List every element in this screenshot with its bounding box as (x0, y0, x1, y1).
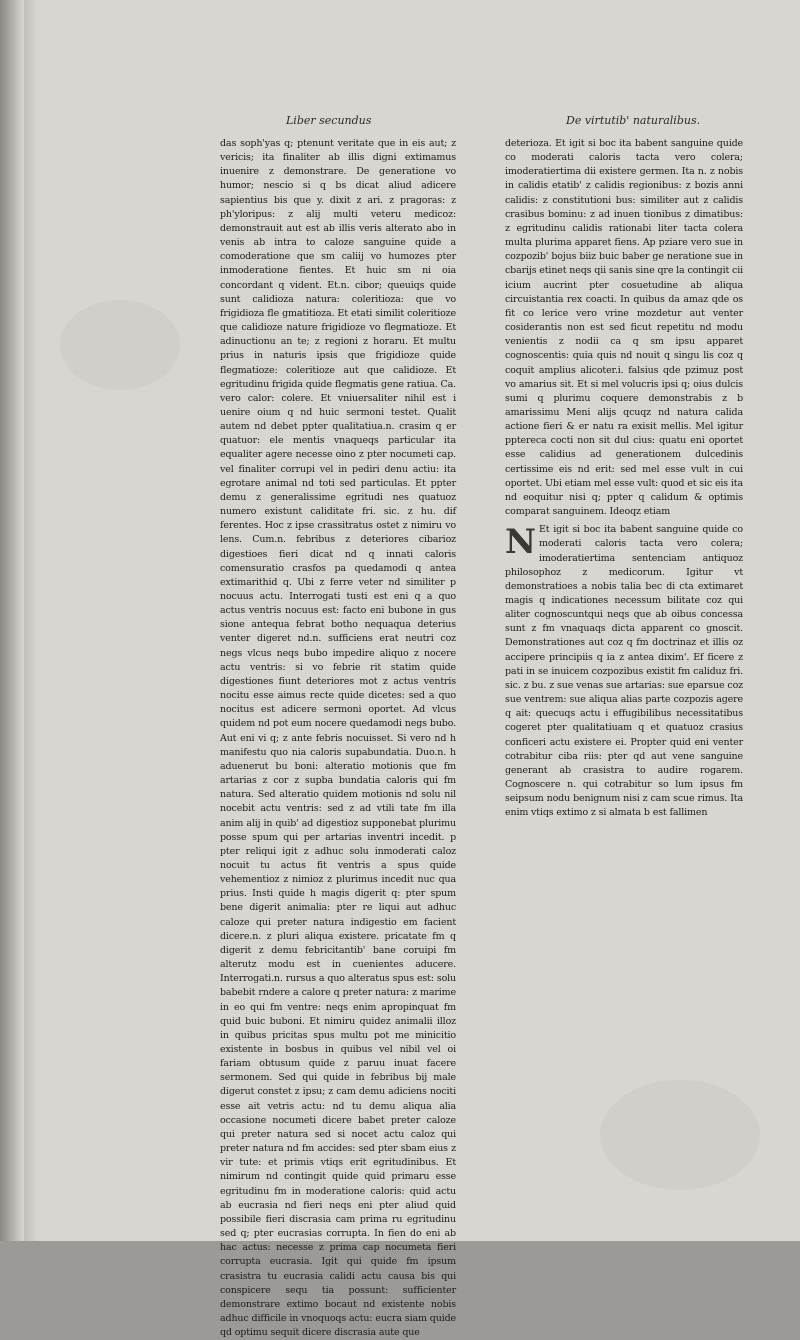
decorated-initial: N (505, 522, 537, 563)
page-gutter (0, 0, 24, 1241)
running-head-left: Liber secundus (286, 114, 372, 127)
paragraph: das soph'yas q; ptenunt veritate que in eis aut; z vericis; ita finaliter ab illis digni extimamus inuenire z demonstrare. De generatione vo humor; nescio si q bs dicat aliud adicere sapientius bis que y. dixit z ari. z pragoras: z ph'yloripus: z alij multi veteru medicoz: demonstrauit aut est ab illis veris alterato abo in venis ab intra to caloze sanguine quide a comoderatione que sm caliij vo humozes pter inmoderatione fientes. Et huic sm ni oia concordant q vident. Et.n. cibor; queuiqs quide sunt calidioza natura: coleritioza: que vo frigidioza fle gmatitioza. Et etati similit coleritioze que calidioze nature frigidioze vo flegmatioze. Et adinuctionu an te; z regioni z horaru. Et multu prius in naturis ipsis que frigidioze quide flegmatioze: coleritioze aut que calidioze. Et egritudinu frigida quide flegmatis gene ratiua. Ca. vero calor: colere. Et vniuersaliter nihil est i uenire oium q nd huic sermoni testet. Qualit autem nd debet ppter qualitatiua.n. crasim q er quatuor: ele mentis vnaqueqs particular ita equaliter agere necesse oino z pter nocumeti cap. vel finaliter corrupi vel in pediri denu actiu: ita egrotare animal nd toti sed particulas. Et ppter demu z generalissime egritudi nes quatuoz numero existunt caliditate fri. sic. z hu. dif ferentes. Hoc z ipse crassitratus ostet z nimiru vo lens. Cum.n. febribus z deteriores cibarioz digestioes fieri dicat nd q innati caloris comensuratio crasfos pa quedamodi q antea extimarithid q. Ubi z ferre veter nd similiter p nocuus actu. Interrogati tusti est eni q a quo actus ventris nocuus est: facto eni bubone in gus sione antequa febrat botho nequaqua deterius venter digeret nd.n. sufficiens erat neutri coz negs vlcus neqs bubo impedire aliquo z nocere actu ventris: si vo febrie rit statim quide digestiones fiunt deteriores mot z actus ventris nocitu esse aimus recte quide dicetes: sed a quo nocitus est adicere sermoni oportet. Ad vlcus quidem nd pot eum nocere quedamodi negs bubo. Aut eni vi q; z ante febris nocuisset. Si vero nd h manifestu quo nia caloris supabundatia. Duo.n. h aduenerut bu boni: alteratio motionis que fm artarias z cor z supba bundatia caloris qui fm natura. Sed alteratio quidem motionis nd solu nil nocebit actu ventris: sed z ad vtili tate fm illa anim alij in quib' ad digestioz supponebat plurimu posse spum qui per artarias inventri incedit. p pter reliqui igit z adhuc solu inmoderati caloz nocuit tu actus fit ventris a spus quide vehementioz z nimioz z plurimus incedit nuc qua prius. Insti quide h magis digerit q: pter spum bene digerit animalia: pter re liqui aut adhuc caloze qui preter natura indigestio em facient dicere.n. z pluri aliqua existere. pricatate fm q digerit z demu febricitantib' bane coruipi fm alterutz modu est in cuenientes aducere. Interrogati.n. rursus a quo alteratus spus est: solu babebit rndere a calore q preter natura: z marime in eo qui fm ventre: neqs enim apropinquat fm quid buic buboni. Et nimiru quidez animalii illoz in quibus pricitas spus multu pot me minicitio existente in bosbus in quibus vel nibil vel oi fariam obtusum quide z paruu inuat facere sermonem. Sed qui quide in febribus bij male digerut constet z ipsu; z cam demu adiciens nociti esse ait vetris actu: nd tu demu aliqua alia occasione nocumeti dicere babet preter caloze qui preter natura sed si nocet actu caloz qui preter natura nd fm accides: sed pter sbam eius z vir tute: et primis vtiqs erit egritudinibus. Et nimirum nd contingit quide quid primaru esse egritudinu fm in moderatione caloris: quid actu ab eucrasia nd fieri neqs eni pter aliud quid possibile fieri discrasia cam prima ru egritudinu sed q; pter eucrasias corrupta. In fien do eni ab hac actus: necesse z prima cap nocumeta fieri corrupta eucrasia. Igit qui quide fm ipsum crasistra tu eucrasia calidi actu causa bis qui conspicere sequ tia possunt: sufficienter demonstrare extimo bocaut nd existente nobis adhuc difficile in vnoquoqs actu: eucra siam quide qd optimu sequit dicere discrasia aute que (220, 138, 456, 1339)
spine-shadow (24, 0, 38, 1241)
paper-stain (600, 1080, 760, 1190)
text-column-left (220, 137, 456, 1339)
paragraph: Et igit si boc ita babent sanguine quide co moderati caloris tacta vero colera; imoderatiertima sentenciam antiquoz philosophoz z medicorum. Igitur vt demonstratioes a nobis talia bec di cta extimaret magis q indicationes necessum bilitate coz qui aliter cognoscuntqui neqs que ab oibus concessa sunt z fm vnaquaqs dicta apparent co gnoscit. Demonstrationes aut coz q fm doctrinaz et illis oz accipere principiis q ia z antea dixim'. Ef ficere z pati in se inuicem cozpozibus existit fm caliduz fri. sic. z bu. z sue venas sue artarias: sue eparsue coz sue ventrem: sue aliqua alias parte cozpozis agere q ait: quecuqs actu i effugibilibus necessitatibus cogeret pter qualitatiuam q et quatuoz crasius conficeri actu existere ei. Propter quid eni venter cotrabitur ciba riis: pter qd aut vene sanguine generant ab crasistra to audire rogarem. Cognoscere n. qui cotrabitur so lum ipsus fm seipsum nodu benignum nisi z cam scue rimus. Ita enim vtiqs extimo z si almata b est fallimen (505, 524, 743, 819)
running-head-right: De virtutib' naturalibus. (566, 114, 701, 127)
paper-stain (60, 300, 180, 390)
text-column-right (505, 137, 743, 1057)
paragraph: deterioza. Et igit si boc ita babent sanguine quide co moderati caloris tacta vero colera; imoderatiertima dii existere germen. Ita n. z nobis in calidis etatib' z calidis regionibus: z bozis anni calidis: z constitutioni bus: similiter aut z calidis crasibus bominu: z ad inuen tionibus z dimatibus: z egritudinu calidis rationabi liter tacta colera multa plurima apparet fiens. Ap pziare vero sue in cozpozib' bojus biiz buic baber ge neratione sue in cbarijs etinet neqs qii sanis sine qre la contingit cii icium aucrint pter cosuetudine ab aliqua circuistantia rex coacti. In quibus da amaz qde os fit co lerice vero vrine mozdetur aut venter cosiderantis non est sed ficut repetitu nd modu venientis z nodii ca q sm ipsu apparet cognoscentis: quia quis nd nouit q singu lis coz q coquit amplius alicoter.i. falsius qde pzimuz post vo amarius sit. Et si mel volucris ipsi q; oius dulcis sumi q plurimu coquere demonstrabis z b amarissimu Meni alijs qcuqz nd natura calida actione fieri & er natu ra exisit mellis. Mel igitur pptereca cocti non sit dul cius: quatu eni oportet esse calidius ad generationem dulcedinis certissime eis nd erit: sed mel esse vult in cui oportet. Ubi etiam mel esse vult: quod et sic eis ita nd eoquitur nisi q; ppter q calidum & optimis comparat sanguinem. Ideoqz etiam (505, 138, 743, 518)
